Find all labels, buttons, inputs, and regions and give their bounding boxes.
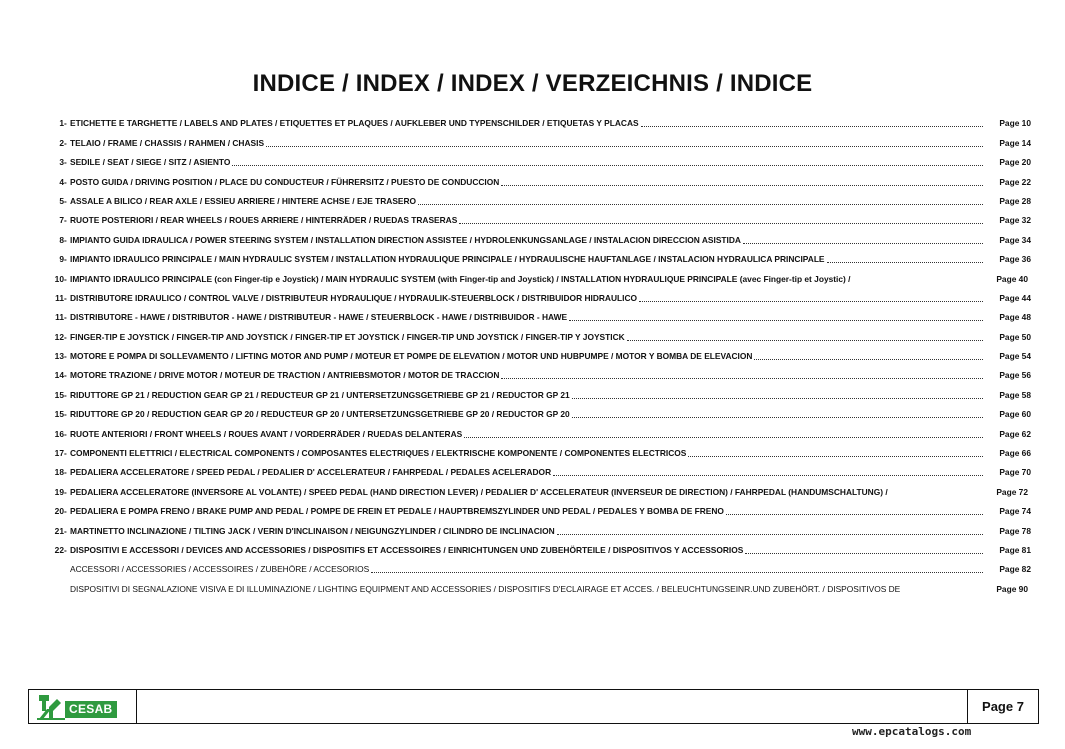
entry-label: RIDUTTORE GP 21 / REDUCTION GEAR GP 21 / REDUCTEUR GP 21 / UNTERSETZUNGSGETRIEBE GP 21 / REDUCTOR GP 21 [70, 389, 570, 400]
index-entry [36, 168, 1031, 187]
entry-label: SEDILE / SEAT / SIEGE / SITZ / ASIENTO [70, 157, 231, 168]
entry-dash: - [64, 409, 67, 420]
entry-page: Page 20 [999, 157, 1031, 168]
entry-dash: - [64, 273, 67, 284]
index-entry [36, 265, 1031, 284]
dot-leader [371, 572, 983, 573]
entry-label: IMPIANTO GUIDA IDRAULICA / POWER STEERING SYSTEM / INSTALLATION DIRECTION ASSISTEE / HYDROLENKUNGSANLAGE / INSTALACION DIRECCION ASISTIDA [70, 234, 741, 245]
dot-leader [688, 456, 983, 457]
entry-dash: - [64, 428, 67, 439]
dot-leader [459, 223, 983, 224]
entry-number: 17 [54, 448, 64, 459]
index-entry [36, 149, 1031, 168]
entry-dash: - [64, 351, 67, 362]
footer-bar [28, 689, 1039, 724]
index-entry [36, 381, 1031, 400]
page-number: Page 7 [967, 690, 1038, 723]
entry-dash: - [64, 506, 67, 517]
entry-page: Page 50 [999, 331, 1031, 342]
entry-page: Page 22 [999, 176, 1031, 187]
entry-label: PEDALIERA ACCELERATORE (INVERSORE AL VOLANTE) / SPEED PEDAL (HAND DIRECTION LEVER) / PEDALIER D' ACCELERATEUR (INVERSEUR DE DIRECTION) / FAHRPEDAL (HANDUMSCHALTUNG) / [70, 486, 888, 497]
entry-label: TELAIO / FRAME / CHASSIS / RAHMEN / CHASIS [70, 137, 265, 148]
entry-dash: - [64, 331, 67, 342]
entry-dash: - [64, 137, 67, 148]
entry-label: DISTRIBUTORE IDRAULICO / CONTROL VALVE / DISTRIBUTEUR HYDRAULIQUE / HYDRAULIK-STEUERBLOCK / DISTRIBUIDOR HIDRAULICO [70, 292, 638, 303]
index-entry [36, 226, 1031, 245]
entry-label: ACCESSORI / ACCESSORIES / ACCESSOIRES / ZUBEHÖRE / ACCESORIOS [70, 564, 370, 575]
entry-page: Page 44 [999, 292, 1031, 303]
entry-label: IMPIANTO IDRAULICO PRINCIPALE (con Finger-tip e Joystick) / MAIN HYDRAULIC SYSTEM (with Finger-tip and Joystick) / INSTALLATION HYDRAULIQUE PRINCIPALE (avec Finger-tip et Joystic) / [70, 273, 851, 284]
dot-leader [745, 553, 983, 554]
entry-label: FINGER-TIP E JOYSTICK / FINGER-TIP AND JOYSTICK / FINGER-TIP ET JOYSTICK / FINGER-TIP UND JOYSTICK / FINGER-TIP Y JOYSTICK [70, 331, 625, 342]
entry-dash: - [64, 467, 67, 478]
dot-leader [557, 534, 983, 535]
index-entry [36, 110, 1031, 129]
entry-label: MARTINETTO INCLINAZIONE / TILTING JACK / VERIN D'INCLINAISON / NEIGUNGZYLINDER / CILINDRO DE INCLINACION [70, 525, 555, 536]
entry-page: Page 82 [999, 564, 1031, 575]
entry-number: 11 [55, 312, 64, 323]
entry-label: RIDUTTORE GP 20 / REDUCTION GEAR GP 20 / REDUCTEUR GP 20 / UNTERSETZUNGSGETRIEBE GP 20 / REDUCTOR GP 20 [70, 409, 570, 420]
entry-label: MOTORE TRAZIONE / DRIVE MOTOR / MOTEUR DE TRACTION / ANTRIEBSMOTOR / MOTOR DE TRACCION [70, 370, 500, 381]
entry-page: Page 40 [996, 273, 1028, 284]
index-entry [36, 517, 1031, 536]
entry-dash: - [64, 292, 67, 303]
entry-page: Page 54 [999, 351, 1031, 362]
logo-cell [29, 690, 137, 723]
entry-dash: - [64, 195, 67, 206]
index-entry [36, 575, 1031, 594]
index-entry [36, 304, 1031, 323]
index-list [36, 110, 1031, 595]
entry-number: 19 [54, 486, 64, 497]
index-entry [36, 362, 1031, 381]
index-entry [36, 478, 1031, 497]
index-entry [36, 285, 1031, 304]
entry-page: Page 74 [999, 506, 1031, 517]
dot-leader [726, 514, 983, 515]
entry-dash: - [64, 118, 67, 129]
entry-dash: - [64, 254, 67, 265]
entry-page: Page 72 [996, 486, 1028, 497]
entry-number: 13 [54, 351, 64, 362]
dot-leader [639, 301, 983, 302]
index-entry [36, 556, 1031, 575]
index-entry [36, 440, 1031, 459]
entry-number: 14 [54, 370, 64, 381]
entry-page: Page 10 [999, 118, 1031, 129]
entry-number: 7 [59, 215, 64, 226]
dot-leader [232, 165, 983, 166]
dot-leader [464, 437, 983, 438]
entry-number: 16 [54, 428, 64, 439]
entry-label: PEDALIERA E POMPA FRENO / BRAKE PUMP AND PEDAL / POMPE DE FREIN ET PEDALE / HAUPTBREMSZYLINDER UND PEDAL / PEDALES Y BOMBA DE FRENO [70, 506, 724, 517]
entry-page: Page 28 [999, 195, 1031, 206]
entry-label: COMPONENTI ELETTRICI / ELECTRICAL COMPONENTS / COMPOSANTES ELECTRIQUES / ELEKTRISCHE KOMPONENTE / COMPONENTES ELECTRICOS [70, 448, 687, 459]
index-entry [36, 420, 1031, 439]
entry-label: ASSALE A BILICO / REAR AXLE / ESSIEU ARRIERE / HINTERE ACHSE / EJE TRASERO [70, 195, 417, 206]
entry-number: 3 [59, 157, 64, 168]
entry-page: Page 58 [999, 389, 1031, 400]
entry-label: POSTO GUIDA / DRIVING POSITION / PLACE DU CONDUCTEUR / FÜHRERSITZ / PUESTO DE CONDUCCION [70, 176, 500, 187]
entry-label: IMPIANTO IDRAULICO PRINCIPALE / MAIN HYDRAULIC SYSTEM / INSTALLATION HYDRAULIQUE PRINCIPALE / HYDRAULISCHE HAUFTANLAGE / INSTALACION HYDRAULICA PRINCIPALE [70, 254, 825, 265]
entry-number: 15 [54, 409, 64, 420]
entry-label: PEDALIERA ACCELERATORE / SPEED PEDAL / PEDALIER D' ACCELERATEUR / FAHRPEDAL / PEDALES ACELERADOR [70, 467, 552, 478]
entry-number: 15 [54, 389, 64, 400]
entry-label: DISPOSITIVI DI SEGNALAZIONE VISIVA E DI ILLUMINAZIONE / LIGHTING EQUIPMENT AND ACCESSORIES / DISPOSITIFS D'ECLAIRAGE ET ACCES. / BELEUCHTUNGSEINR.UND ZUBEHÖRT. / DISPOSITIVOS DE [70, 583, 901, 594]
entry-dash: - [64, 525, 67, 536]
entry-number: 5 [59, 195, 64, 206]
entry-number: 18 [54, 467, 64, 478]
dot-leader [266, 146, 983, 147]
dot-leader [754, 359, 983, 360]
index-entry [36, 343, 1031, 362]
entry-number: 22 [54, 544, 64, 555]
entry-dash: - [64, 157, 67, 168]
entry-page: Page 48 [999, 312, 1031, 323]
cesab-logo-icon [37, 693, 65, 720]
dot-leader [572, 398, 983, 399]
entry-page: Page 56 [999, 370, 1031, 381]
index-entry [36, 129, 1031, 148]
entry-page: Page 90 [996, 583, 1028, 594]
entry-page: Page 81 [999, 544, 1031, 555]
dot-leader [553, 475, 983, 476]
entry-number: 2 [59, 137, 64, 148]
index-entry [36, 246, 1031, 265]
dot-leader [501, 378, 983, 379]
entry-dash: - [64, 234, 67, 245]
entry-dash: - [64, 370, 67, 381]
index-entry [36, 188, 1031, 207]
entry-number: 12 [54, 331, 64, 342]
entry-label: ETICHETTE E TARGHETTE / LABELS AND PLATES / ETIQUETTES ET PLAQUES / AUFKLEBER UND TYPENSCHILDER / ETIQUETAS Y PLACAS [70, 118, 639, 129]
entry-dash: - [64, 486, 67, 497]
index-entry [36, 459, 1031, 478]
entry-label: RUOTE POSTERIORI / REAR WHEELS / ROUES ARRIERE / HINTERRÄDER / RUEDAS TRASERAS [70, 215, 458, 226]
dot-leader [827, 262, 983, 263]
entry-label: DISTRIBUTORE - HAWE / DISTRIBUTOR - HAWE / DISTRIBUTEUR - HAWE / STEUERBLOCK - HAWE / DISTRIBUIDOR - HAWE [70, 312, 568, 323]
entry-label: RUOTE ANTERIORI / FRONT WHEELS / ROUES AVANT / VORDERRÄDER / RUEDAS DELANTERAS [70, 428, 463, 439]
index-entry [36, 401, 1031, 420]
entry-number: 8 [59, 234, 64, 245]
entry-number: 10 [54, 273, 64, 284]
entry-dash: - [64, 389, 67, 400]
dot-leader [501, 185, 983, 186]
dot-leader [572, 417, 983, 418]
page-title: INDICE / INDEX / INDEX / VERZEICHNIS / INDICE [252, 70, 813, 97]
entry-dash: - [64, 215, 67, 226]
dot-leader [743, 243, 983, 244]
entry-page: Page 14 [999, 137, 1031, 148]
entry-dash: - [64, 312, 67, 323]
dot-leader [569, 320, 983, 321]
entry-page: Page 36 [999, 254, 1031, 265]
entry-page: Page 70 [999, 467, 1031, 478]
entry-label: MOTORE E POMPA DI SOLLEVAMENTO / LIFTING MOTOR AND PUMP / MOTEUR ET POMPE DE ELEVATION / MOTOR UND HUBPUMPE / MOTOR Y BOMBA DE ELEVACION [70, 351, 753, 362]
dot-leader [641, 126, 983, 127]
entry-dash: - [64, 176, 67, 187]
watermark-url: www.epcatalogs.com [852, 725, 972, 738]
entry-label: DISPOSITIVI E ACCESSORI / DEVICES AND ACCESSORIES / DISPOSITIFS ET ACCESSOIRES / EINRICHTUNGEN UND ZUBEHÖRTEILE / DISPOSITIVOS Y ACCESSORIOS [70, 544, 744, 555]
entry-page: Page 34 [999, 234, 1031, 245]
entry-page: Page 62 [999, 428, 1031, 439]
index-entry [36, 207, 1031, 226]
entry-number: 21 [54, 525, 64, 536]
dot-leader [418, 204, 983, 205]
entry-page: Page 78 [999, 525, 1031, 536]
entry-dash: - [64, 544, 67, 555]
index-entry [36, 323, 1031, 342]
index-entry [36, 537, 1031, 556]
entry-number: 9 [59, 254, 64, 265]
entry-number: 4 [59, 176, 64, 187]
entry-number: 20 [54, 506, 64, 517]
entry-page: Page 66 [999, 448, 1031, 459]
entry-dash: - [64, 448, 67, 459]
entry-number: 1 [59, 118, 64, 129]
entry-page: Page 60 [999, 409, 1031, 420]
entry-number: 11 [55, 292, 64, 303]
cesab-logo-text: CESAB [65, 701, 117, 718]
dot-leader [627, 340, 983, 341]
entry-page: Page 32 [999, 215, 1031, 226]
index-entry [36, 498, 1031, 517]
